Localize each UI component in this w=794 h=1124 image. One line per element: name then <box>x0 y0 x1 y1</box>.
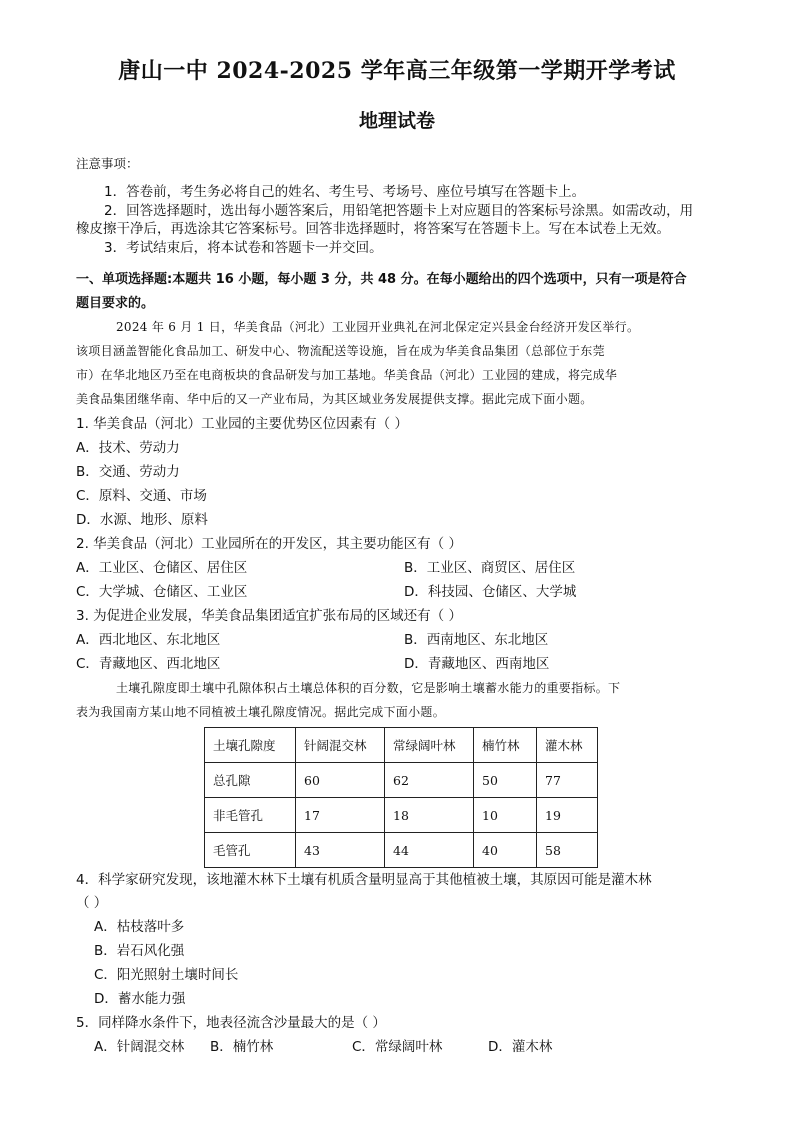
option-4b: B．岩石风化强 <box>94 943 185 959</box>
passage1-line: 该项目涵盖智能化食品加工、研发中心、物流配送等设施，旨在成为华美食品集团（总部位于东莞 <box>76 344 605 358</box>
table-cell: 18 <box>385 798 474 833</box>
question-stem-5: 5．同样降水条件下，地表径流含沙量最大的是（ ） <box>76 1015 386 1031</box>
option-5a: A．针阔混交林 <box>94 1039 185 1055</box>
notice-item-2: 2．回答选择题时，选出每小题答案后，用铅笔把答题卡上对应题目的答案标号涂黑。如需改动，用 <box>104 203 694 219</box>
table-row <box>205 798 598 833</box>
option-3c: C．青藏地区、西北地区 <box>76 656 221 672</box>
section-heading: 一、单项选择题:本题共 16 小题，每小题 3 分，共 48 分。在每小题给出的四个选项中，只有一项是符合 <box>76 272 687 287</box>
table-header-cell: 灌木林 <box>537 728 598 763</box>
option-4c: C．阳光照射土壤时间长 <box>94 967 239 983</box>
option-2b: B．工业区、商贸区、居住区 <box>404 560 576 576</box>
table-header-cell: 土壤孔隙度 <box>205 728 296 763</box>
section-heading-cont: 题目要求的。 <box>76 296 155 311</box>
table-header-cell: 针阔混交林 <box>296 728 385 763</box>
notice-item-1: 1．答卷前，考生务必将自己的姓名、考生号、考场号、座位号填写在答题卡上。 <box>104 184 586 200</box>
option-4a: A．枯枝落叶多 <box>94 919 185 935</box>
option-1a: A．技术、劳动力 <box>76 440 180 456</box>
question-4-paren: （ ） <box>76 895 108 911</box>
option-5d: D．灌木林 <box>488 1039 553 1055</box>
exam-subtitle: 地理试卷 <box>358 110 435 132</box>
option-2c: C．大学城、仓储区、工业区 <box>76 584 248 600</box>
table-cell: 40 <box>474 833 537 868</box>
option-3b: B．西南地区、东北地区 <box>404 632 549 648</box>
question-stem-1: 1. 华美食品（河北）工业园的主要优势区位因素有（ ） <box>76 416 408 432</box>
table-cell: 44 <box>385 833 474 868</box>
table-cell: 43 <box>296 833 385 868</box>
option-3d: D．青藏地区、西南地区 <box>404 656 550 672</box>
table-cell: 10 <box>474 798 537 833</box>
table-cell: 62 <box>385 763 474 798</box>
passage2-line: 表为我国南方某山地不同植被土壤孔隙度情况。据此完成下面小题。 <box>76 705 446 719</box>
passage2-line: 土壤孔隙度即土壤中孔隙体积占土壤总体积的百分数，它是影响土壤蓄水能力的重要指标。下 <box>116 681 621 695</box>
table-cell: 毛管孔 <box>205 833 296 868</box>
table-header-cell: 楠竹林 <box>474 728 537 763</box>
option-3a: A．西北地区、东北地区 <box>76 632 221 648</box>
option-1b: B．交通、劳动力 <box>76 464 180 480</box>
option-5c: C．常绿阔叶林 <box>352 1039 443 1055</box>
question-stem-4: 4．科学家研究发现，该地灌木林下土壤有机质含量明显高于其他植被土壤，其原因可能是灌木林 <box>76 872 652 888</box>
table-cell: 60 <box>296 763 385 798</box>
passage1-line: 市）在华北地区乃至在电商板块的食品研发与加工基地。华美食品（河北）工业园的建成，将完成华 <box>76 368 618 382</box>
passage1-line: 美食品集团继华南、华中后的又一产业布局，为其区域业务发展提供支撑。据此完成下面小题。 <box>76 392 593 406</box>
notice-item-2-cont: 橡皮擦干净后，再选涂其它答案标号。回答非选择题时，将答案写在答题卡上。写在本试卷上无效。 <box>76 221 670 237</box>
table-cell: 总孔隙 <box>205 763 296 798</box>
table-cell: 58 <box>537 833 598 868</box>
passage1-line: 2024 年 6 月 1 日，华美食品（河北）工业园开业典礼在河北保定定兴县金台经济开发区举行。 <box>116 320 640 334</box>
notice-heading: 注意事项： <box>76 156 139 171</box>
table-cell: 50 <box>474 763 537 798</box>
soil-porosity-table <box>204 727 598 868</box>
option-2a: A．工业区、仓储区、居住区 <box>76 560 248 576</box>
notice-item-3: 3．考试结束后，将本试卷和答题卡一并交回。 <box>104 240 383 256</box>
option-2d: D．科技园、仓储区、大学城 <box>404 584 577 600</box>
table-header-row <box>205 728 598 763</box>
table-cell: 77 <box>537 763 598 798</box>
option-4d: D．蓄水能力强 <box>94 991 186 1007</box>
table-cell: 19 <box>537 798 598 833</box>
question-stem-3: 3. 为促进企业发展，华美食品集团适宜扩张布局的区域还有（ ） <box>76 608 462 624</box>
exam-title: 唐山一中 2024-2025 学年高三年级第一学期开学考试 <box>118 58 676 84</box>
table-row <box>205 763 598 798</box>
option-1d: D．水源、地形、原料 <box>76 512 208 528</box>
table-header-cell: 常绿阔叶林 <box>385 728 474 763</box>
question-stem-2: 2. 华美食品（河北）工业园所在的开发区，其主要功能区有（ ） <box>76 536 462 552</box>
option-5b: B．楠竹林 <box>210 1039 274 1055</box>
option-1c: C．原料、交通、市场 <box>76 488 207 504</box>
table-row <box>205 833 598 868</box>
table-cell: 17 <box>296 798 385 833</box>
table-cell: 非毛管孔 <box>205 798 296 833</box>
